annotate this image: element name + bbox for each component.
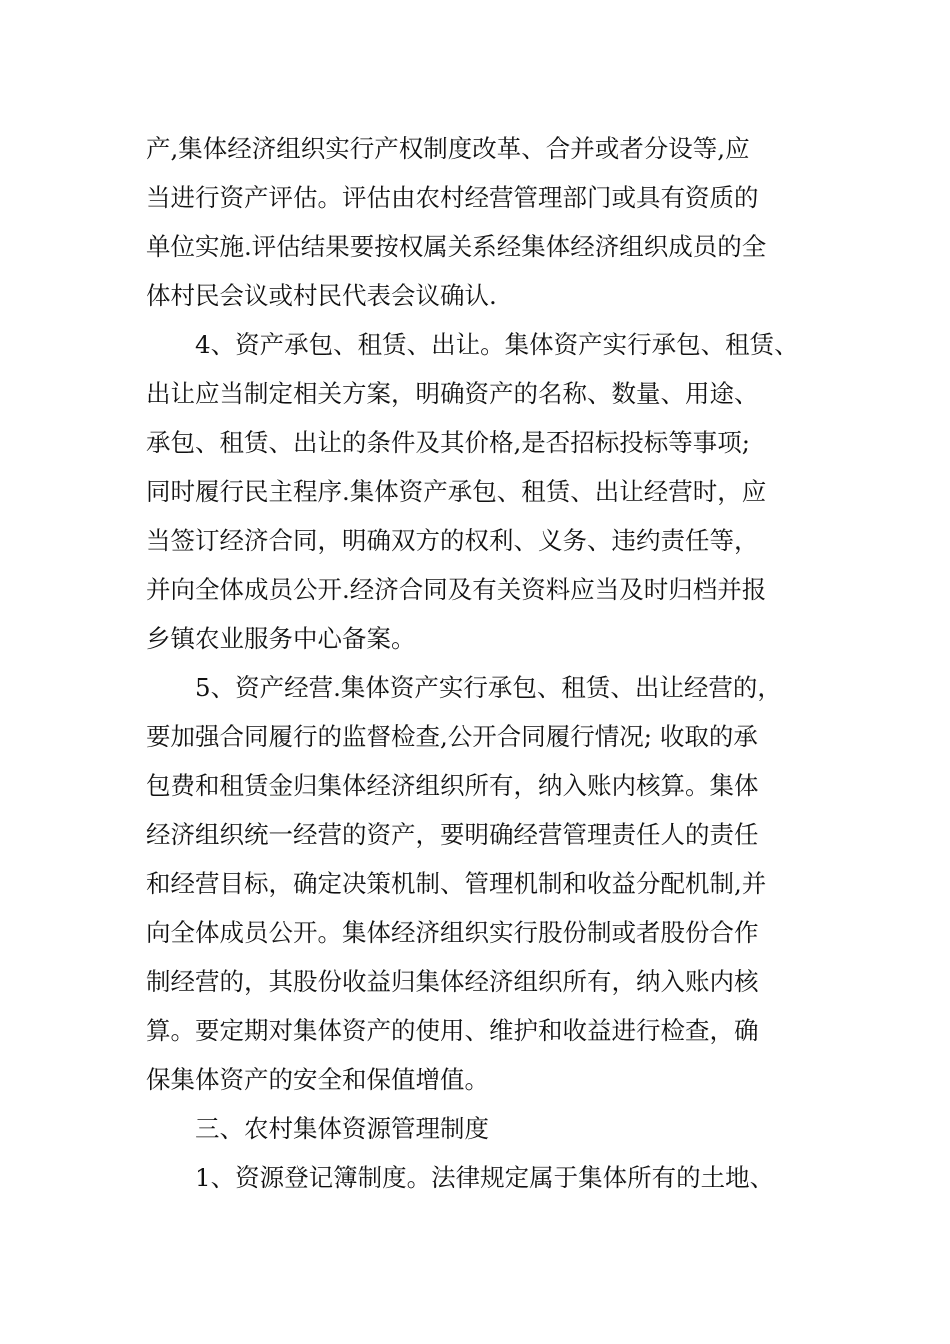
- text-line: 5、资产经营.集体资产实行承包、租赁、出让经营的，: [195, 673, 782, 702]
- document-body: [146, 124, 846, 1202]
- text-line: 1、资源登记簿制度。法律规定属于集体所有的土地、: [195, 1163, 775, 1192]
- text-line: 和经营目标，确定决策机制、管理机制和收益分配机制,并: [146, 869, 767, 898]
- text-line: 同时履行民主程序.集体资产承包、租赁、出让经营时，应: [146, 477, 767, 506]
- text-line: 经济组织统一经营的资产，要明确经营管理责任人的责任: [146, 820, 759, 849]
- text-line: 向全体成员公开。集体经济组织实行股份制或者股份合作: [146, 918, 759, 947]
- text-line: 制经营的，其股份收益归集体经济组织所有，纳入账内核: [146, 967, 759, 996]
- text-line: 乡镇农业服务中心备案。: [146, 624, 416, 653]
- text-line: 体村民会议或村民代表会议确认.: [146, 281, 497, 310]
- text-line: 单位实施.评估结果要按权属关系经集体经济组织成员的全: [146, 232, 767, 261]
- text-line: 当进行资产评估。评估由农村经营管理部门或具有资质的: [146, 183, 759, 212]
- text-line: 保集体资产的安全和保值增值。: [146, 1065, 489, 1094]
- text-line: 要加强合同履行的监督检查,公开合同履行情况; 收取的承: [146, 722, 758, 751]
- text-line: 并向全体成员公开.经济合同及有关资料应当及时归档并报: [146, 575, 767, 604]
- text-line: 包费和租赁金归集体经济组织所有，纳入账内核算。集体: [146, 771, 759, 800]
- text-line: 三、农村集体资源管理制度: [195, 1114, 489, 1143]
- text-line: 当签订经济合同，明确双方的权利、义务、违约责任等，: [146, 526, 759, 555]
- text-line: 产,集体经济组织实行产权制度改革、合并或者分设等,应: [146, 134, 750, 163]
- text-line: 承包、租赁、出让的条件及其价格,是否招标投标等事项;: [146, 428, 751, 457]
- text-line: 出让应当制定相关方案，明确资产的名称、数量、用途、: [146, 379, 759, 408]
- text-line: 算。要定期对集体资产的使用、维护和收益进行检查，确: [146, 1016, 759, 1045]
- text-line: 4、资产承包、租赁、出让。集体资产实行承包、租赁、: [195, 330, 799, 359]
